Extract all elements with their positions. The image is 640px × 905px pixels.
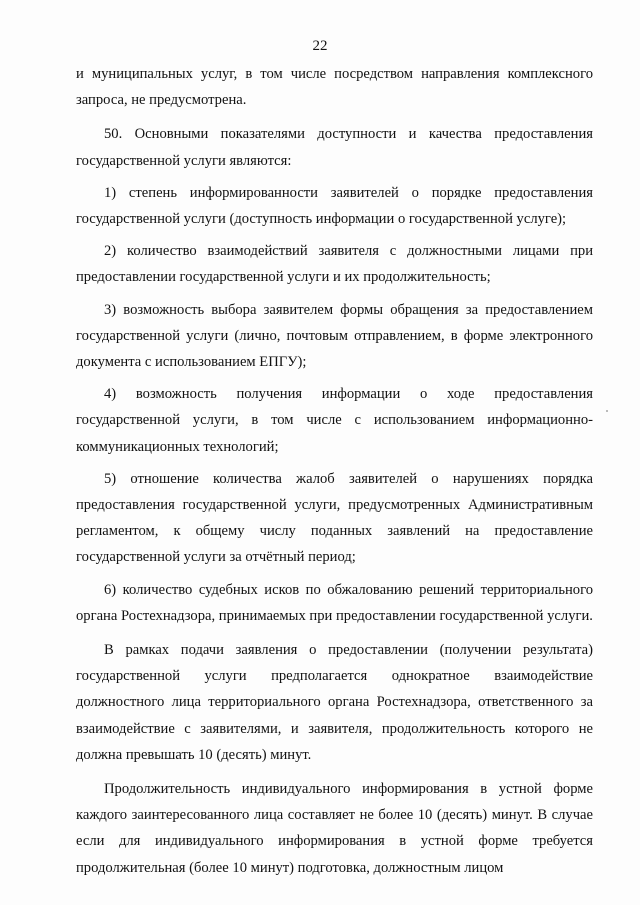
paragraph-subitem-2: 2) количество взаимодействий заявителя с должностными лицами при предоставлении государственной услуги и их продолжительность; [76, 243, 593, 286]
paragraph-subitem-6: 6) количество судебных исков по обжалованию решений территориального органа Ростехнадзора, принимаемых при предоставлении государственной услуги. [76, 581, 593, 624]
paragraph-continuation: и муниципальных услуг, в том числе посредством направления комплексного запроса, не предусмотрена. [76, 66, 593, 109]
page-number: 22 [312, 38, 328, 54]
scan-artifact [606, 410, 608, 412]
paragraph-informing: Продолжительность индивидуального информирования в устной форме каждого заинтересованного лица составляет не более 10 (десять) минут. В случае если для индивидуального информирования в устной форме требуется продолжительная (более 10 минут) подготовка, должностным лицом [76, 781, 593, 876]
paragraph-subitem-3: 3) возможность выбора заявителем формы обращения за предоставлением государственной услуги (лично, почтовым отправлением, в форме электронного документа с использованием ЕПГУ); [76, 301, 593, 371]
paragraph-item-50: 50. Основными показателями доступности и качества предоставления государственной услуги являются: [76, 126, 593, 169]
document-body [76, 61, 593, 881]
paragraph-subitem-1: 1) степень информированности заявителей о порядке предоставления государственной услуги (доступность информации о государственной услуге); [76, 184, 593, 228]
paragraph-subitem-4: 4) возможность получения информации о ходе предоставления государственной услуги, в том числе с использованием информационно-коммуникационных технологий; [76, 386, 593, 455]
paragraph-subitem-5: 5) отношение количества жалоб заявителей о нарушениях порядка предоставления государственной услуги, предусмотренных Административным регламентом, к общему числу поданных заявлений на предоставление государственной услуги за отчётный период; [76, 470, 593, 566]
paragraph-interaction: В рамках подачи заявления о предоставлении (получении результата) государственной услуги предполагается однократное взаимодействие должностного лица территориального органа Ростехнадзора, ответственного за взаимодействие с заявителями, и заявителя, продолжительность которого не должна превышать 10 (десять) минут. [76, 642, 593, 763]
